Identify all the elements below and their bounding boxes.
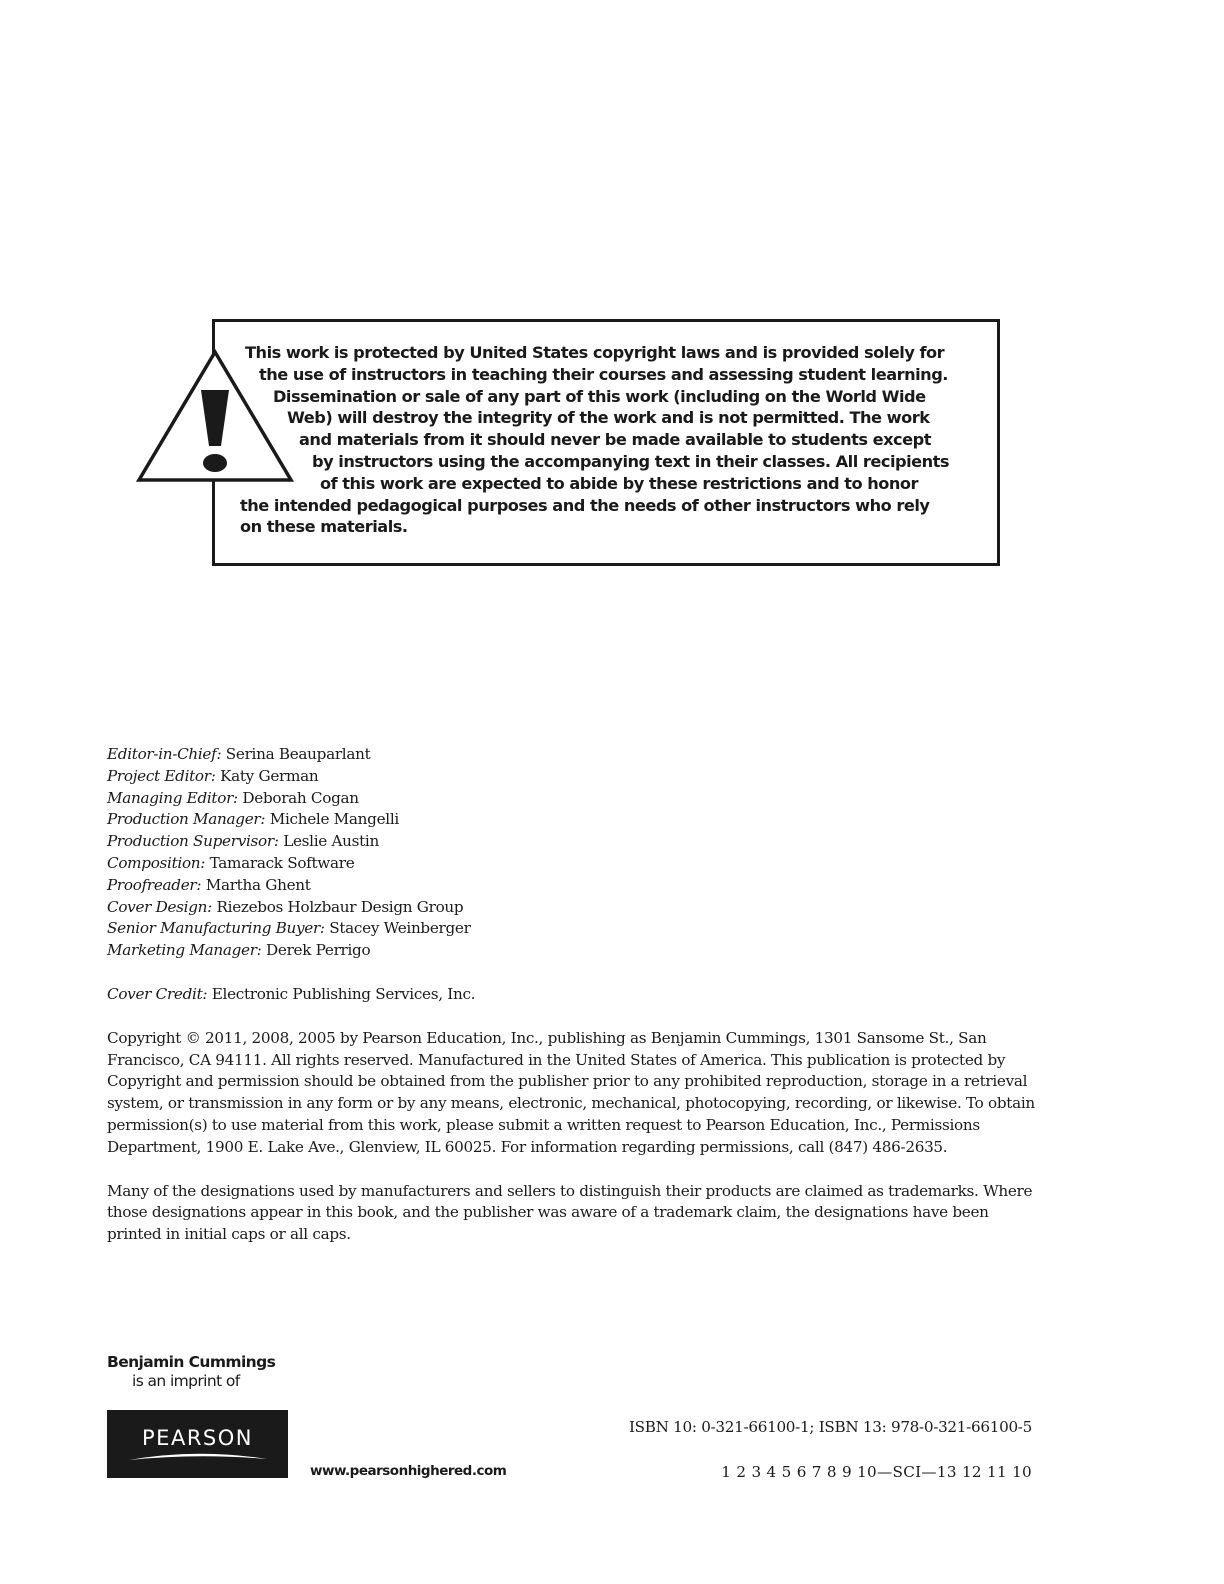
credit-name: Tamarack Software [209, 853, 355, 872]
credit-role: Marketing Manager: [107, 941, 262, 960]
warning-line: This work is protected by United States copyright laws and is provided solely for [245, 343, 945, 362]
warning-text [230, 342, 990, 538]
warning-line: the use of instructors in teaching their courses and assessing student learning. [259, 364, 948, 384]
credit-role: Project Editor: [107, 766, 216, 785]
warning-line: Dissemination or sale of any part of this work (including on the World Wide [273, 386, 926, 406]
credit-role: Cover Design: [107, 897, 212, 916]
credit-role: Production Supervisor: [107, 832, 279, 851]
credit-name: Electronic Publishing Services, Inc. [211, 984, 476, 1003]
credit-line [107, 831, 1057, 853]
cover-credit [107, 984, 1057, 1006]
credit-name: Serina Beauparlant [225, 745, 371, 763]
imprint-publisher: Benjamin Cummings [107, 1353, 276, 1371]
credit-line [107, 766, 1057, 788]
credit-line [107, 875, 1057, 897]
swoosh-icon [107, 1448, 288, 1472]
credit-role: Composition: [107, 853, 206, 872]
credit-role: Proofreader: [107, 875, 202, 894]
imprint-statement [107, 1353, 307, 1391]
credit-line [107, 897, 1057, 919]
credit-role: Senior Manufacturing Buyer: [107, 919, 325, 938]
credit-name: Leslie Austin [283, 832, 379, 851]
warning-line: Web) will destroy the integrity of the work and is not permitted. The work [287, 408, 930, 428]
credit-line [107, 744, 1057, 766]
credit-line [107, 918, 1057, 940]
credit-name: Michele Mangelli [269, 810, 399, 829]
copyright-paragraph: Copyright © 2011, 2008, 2005 by Pearson Education, Inc., publishing as Benjamin Cummings, 1301 Sansome St., San Francisco, CA 94111. All rights reserved. Manufactured in the United States of America. This publication is protected by Copyright and permission should be obtained from the publisher prior to any prohibited reproduction, storage in a retrieval system, or transmission in any form or by any means, electronic, mechanical, photocopying, recording, or likewise. To obtain permission(s) to use material from this work, please submit a written request to Pearson Education, Inc., Permissions Department, 1900 E. Lake Ave., Glenview, IL 60025. For information regarding permissions, call (847) 486-2635. [107, 1028, 1035, 1156]
warning-line: of this work are expected to abide by these restrictions and to honor [320, 473, 919, 493]
credit-role: Managing Editor: [107, 788, 238, 807]
credit-line [107, 809, 1057, 831]
print-line: 1 2 3 4 5 6 7 8 9 10—SCI—13 12 11 10 [721, 1463, 1032, 1481]
credit-role: Production Manager: [107, 810, 266, 829]
warning-line: and materials from it should never be made available to students except [299, 430, 931, 450]
warning-line: on these materials. [240, 517, 408, 537]
credit-name: Deborah Cogan [242, 788, 359, 807]
warning-line: the intended pedagogical purposes and the needs of other instructors who rely [240, 495, 930, 515]
credit-name: Riezebos Holzbaur Design Group [216, 897, 464, 916]
warning-line: by instructors using the accompanying text in their classes. All recipients [312, 451, 950, 471]
credit-line [107, 940, 1057, 962]
trademark-paragraph: Many of the designations used by manufacturers and sellers to distinguish their products are claimed as trademarks. Where those designations appear in this book, and the publisher was aware of a trademark claim, the designations have been printed in initial caps or all caps. [107, 1181, 1033, 1244]
credit-name: Derek Perrigo [266, 941, 371, 960]
credit-name: Stacey Weinberger [329, 919, 471, 938]
pearson-logo-text: PEARSON [142, 1426, 253, 1450]
imprint-subtitle: is an imprint of [132, 1372, 240, 1390]
credit-role: Cover Credit: [107, 984, 208, 1003]
isbn-line: ISBN 10: 0-321-66100-1; ISBN 13: 978-0-321-66100-5 [628, 1418, 1032, 1436]
credit-line [107, 788, 1057, 810]
credit-line [107, 853, 1057, 875]
pearson-logo [107, 1410, 288, 1478]
credit-role: Editor-in-Chief: [107, 745, 222, 763]
credit-name: Martha Ghent [205, 875, 311, 894]
publisher-website: www.pearsonhighered.com [310, 1463, 507, 1479]
credits-block [107, 744, 1057, 1246]
credit-name: Katy German [220, 766, 319, 785]
